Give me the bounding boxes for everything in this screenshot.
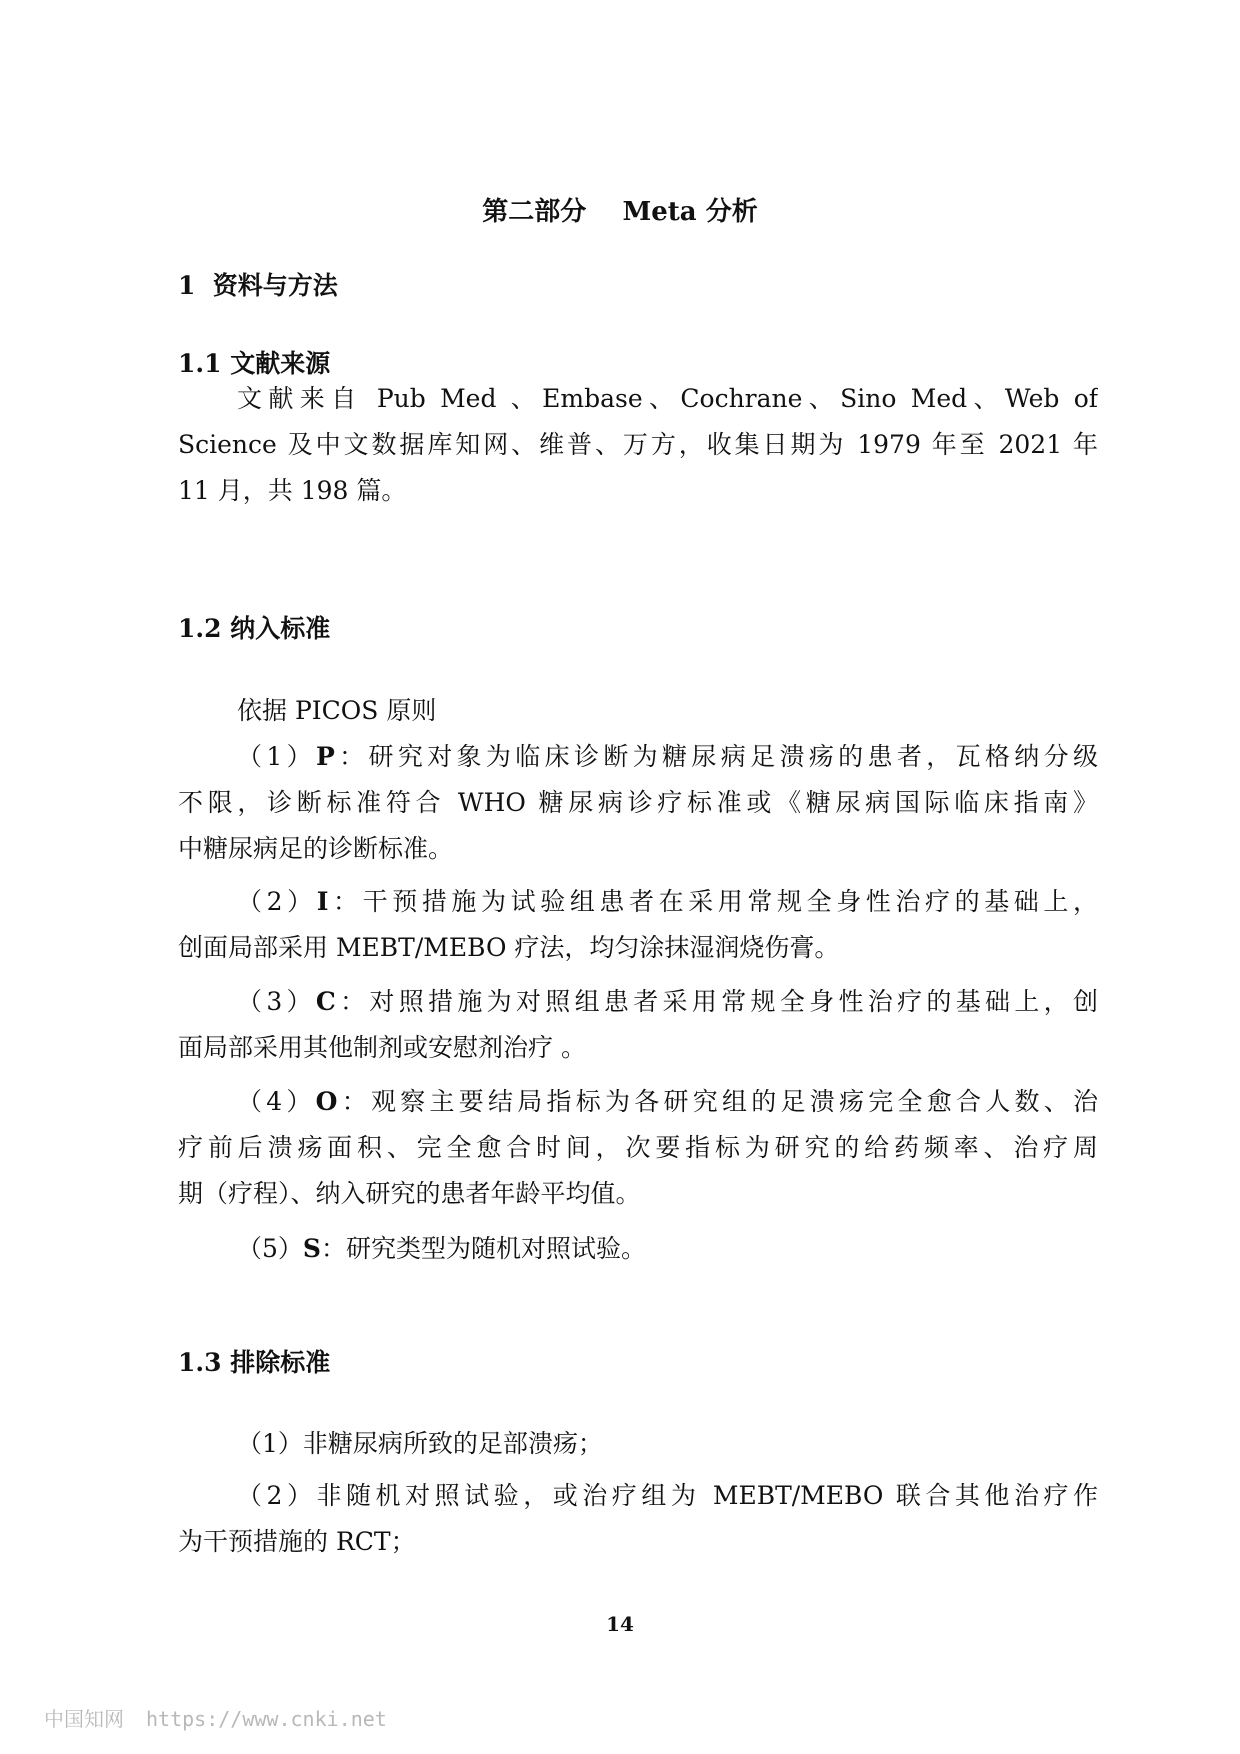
criterion-label: P — [315, 742, 335, 771]
paragraph-line: 文献来自 Pub Med 、Embase、Cochrane、Sino Med、Web of — [237, 384, 1098, 413]
watermark-brand: 中国知网 — [44, 1707, 124, 1731]
part-title: 第二部分 Meta 分析 — [482, 197, 758, 227]
criterion-text: ：研究类型为随机对照试验。 — [320, 1234, 646, 1263]
criterion-label: S — [302, 1234, 321, 1263]
criterion-line: 不限，诊断标准符合 WHO 糖尿病诊疗标准或《糖尿病国际临床指南》 — [178, 788, 1098, 817]
criterion-line: 创面局部采用 MEBT/MEBO 疗法，均匀涂抹湿润烧伤膏。 — [178, 933, 840, 962]
criterion-marker: （5） — [237, 1234, 303, 1263]
criterion-text: ：观察主要结局指标为各研究组的足溃疡完全愈合人数、治 — [337, 1087, 1098, 1116]
criterion-marker: （2） — [237, 887, 317, 916]
section-heading-1: 1 资料与方法 — [178, 271, 338, 300]
exclusion-line: 为干预措施的 RCT； — [178, 1527, 416, 1556]
criterion-line: 面局部采用其他制剂或安慰剂治疗 。 — [178, 1033, 586, 1062]
criterion-text: ：对照措施为对照组患者采用常规全身性治疗的基础上，创 — [335, 987, 1098, 1016]
criterion-label: C — [315, 987, 336, 1016]
criterion-line: 期（疗程）、纳入研究的患者年龄平均值。 — [178, 1179, 641, 1208]
criterion-text: ：干预措施为试验组患者在采用常规全身性治疗的基础上， — [328, 887, 1098, 916]
paragraph-line: 11 月，共 198 篇。 — [178, 476, 407, 505]
criterion-line — [237, 1085, 1098, 1119]
section-heading-1-2: 1.2 纳入标准 — [178, 614, 331, 643]
criterion-line: 中糖尿病足的诊断标准。 — [178, 834, 454, 863]
criterion-text: ：研究对象为临床诊断为糖尿病足溃疡的患者，瓦格纳分级 — [334, 742, 1098, 771]
criterion-line — [237, 885, 1098, 919]
exclusion-line: （1）非糖尿病所致的足部溃疡； — [237, 1429, 603, 1458]
criterion-marker: （4） — [237, 1087, 316, 1116]
criterion-line — [237, 1232, 1098, 1266]
paragraph-intro: 依据 PICOS 原则 — [237, 696, 437, 725]
section-heading-1-1: 1.1 文献来源 — [178, 349, 331, 378]
criterion-line — [237, 740, 1098, 774]
criterion-label: I — [316, 887, 329, 916]
page-number: 14 — [606, 1612, 634, 1636]
criterion-label: O — [315, 1087, 338, 1116]
criterion-line: 疗前后溃疡面积、完全愈合时间，次要指标为研究的给药频率、治疗周 — [178, 1133, 1098, 1162]
watermark-url: https://www.cnki.net — [146, 1707, 387, 1731]
criterion-line — [237, 985, 1098, 1019]
paragraph-line: Science 及中文数据库知网、维普、万方，收集日期为 1979 年至 2021 年 — [178, 430, 1098, 459]
section-heading-1-3: 1.3 排除标准 — [178, 1348, 331, 1377]
watermark — [44, 1703, 387, 1732]
exclusion-line: （2）非随机对照试验，或治疗组为 MEBT/MEBO 联合其他治疗作 — [237, 1481, 1098, 1510]
criterion-marker: （1） — [237, 742, 316, 771]
criterion-marker: （3） — [237, 987, 316, 1016]
